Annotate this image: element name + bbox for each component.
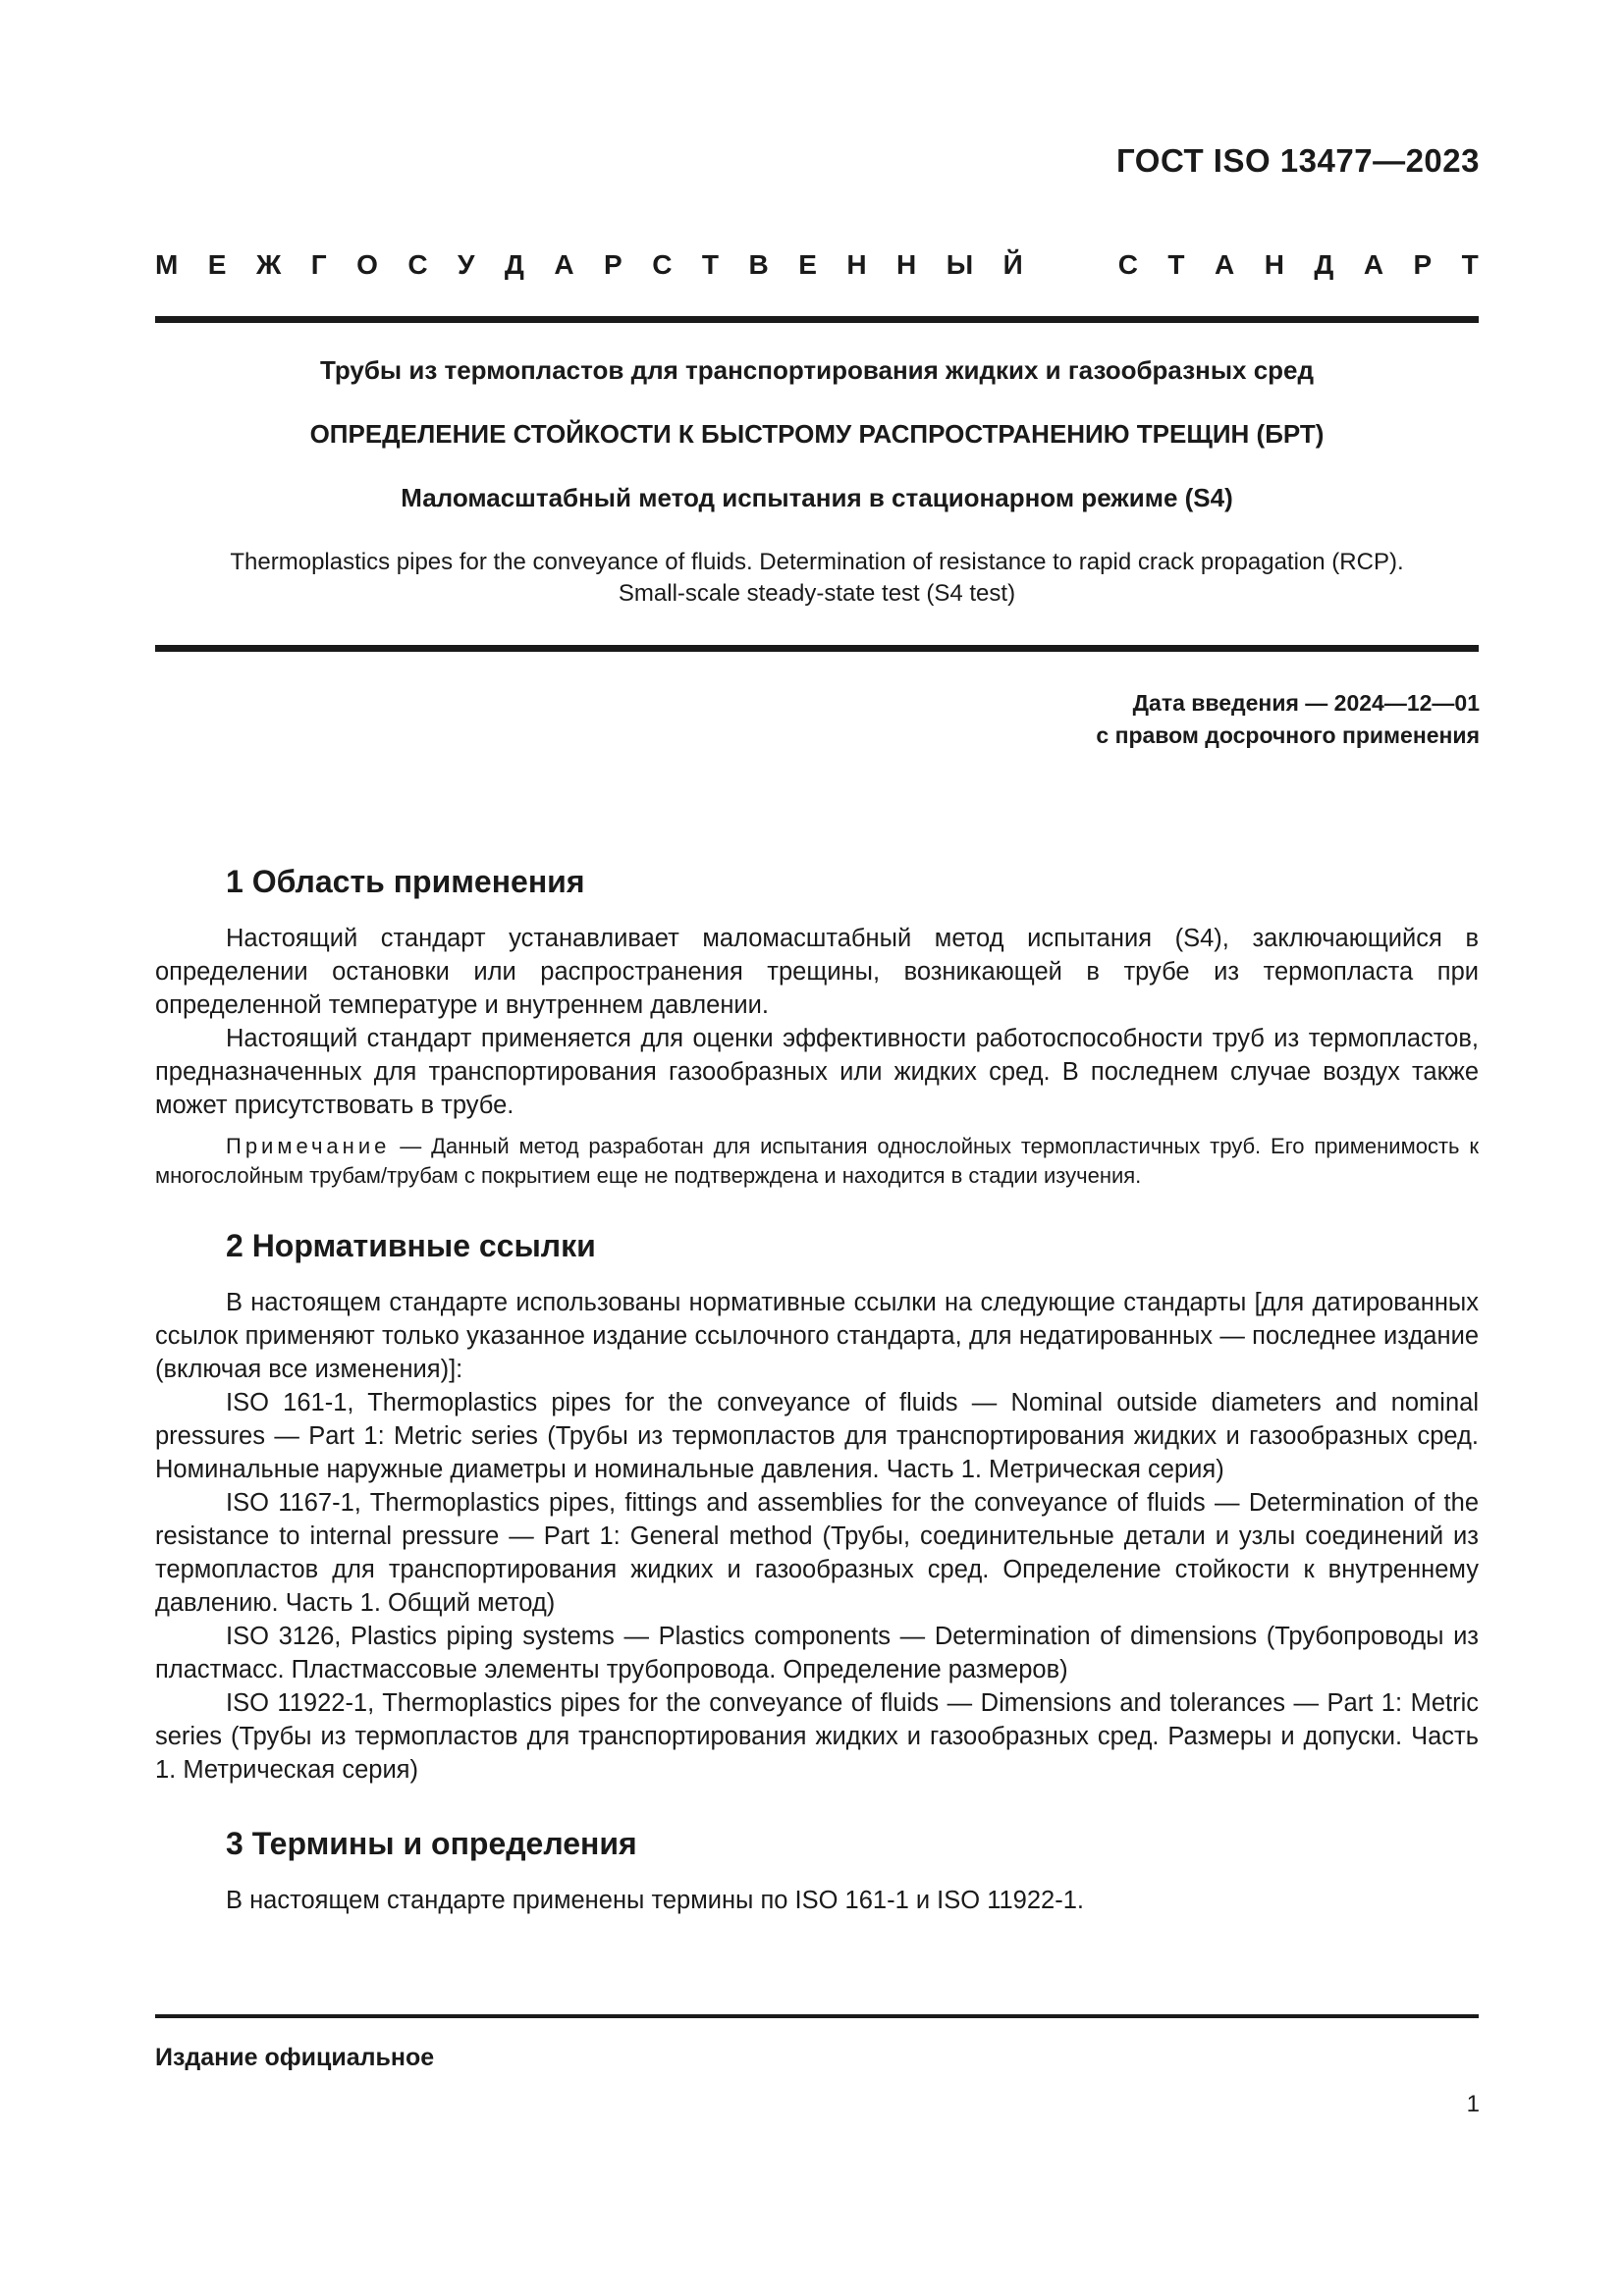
english-title — [155, 547, 1479, 610]
banner-letter: Ж — [255, 249, 282, 280]
banner-letter: Ы — [946, 249, 974, 280]
banner-letter: Р — [1413, 249, 1433, 280]
english-title-line-2: Small-scale steady-state test (S4 test) — [618, 580, 1016, 607]
banner-letter: С — [1117, 249, 1138, 280]
banner-letter: Н — [846, 249, 867, 280]
reference-entry: ISO 3126, Plastics piping systems — Plastics components — Determination of dimensions (Трубопроводы из пластмасс. Пластмассовые элементы трубопровода. Определение размеров) — [155, 1623, 1479, 1683]
official-edition-label: Издание официальное — [155, 2044, 435, 2071]
english-title-line-1: Thermoplastics pipes for the conveyance of fluids. Determination of resistance to rapid crack propagation (RCP). — [230, 549, 1404, 575]
banner-letter: А — [1363, 249, 1384, 280]
header-divider — [155, 316, 1479, 323]
early-application-note: с правом досрочного применения — [1096, 722, 1480, 748]
paragraph: Настоящий стандарт устанавливает маломасштабный метод испытания (S4), заключающийся в определении остановки или распространения трещины, возникающей в трубе из термопласта при определенной температуре и внутреннем давлении. — [155, 925, 1479, 1019]
banner-letter: У — [458, 249, 475, 280]
reference-entry: ISO 1167-1, Thermoplastics pipes, fittings and assemblies for the conveyance of fluids — Determination of the resistance to internal pressure — Part 1: General method (Трубы, соединительные детали и узлы соединений из термопластов для транспортирования жидких и газообразных сред. Определение стойкости к внутреннему давлению. Часть 1. Общий метод) — [155, 1489, 1479, 1617]
section-normative-references — [155, 1228, 1479, 1787]
banner-letter: М — [155, 249, 179, 280]
banner-letter: В — [748, 249, 769, 280]
section-heading: 2 Нормативные ссылки — [226, 1228, 596, 1263]
banner-letter: А — [1214, 249, 1235, 280]
section-scope — [155, 864, 1479, 1191]
banner-word-gap — [1053, 249, 1088, 281]
paragraph: В настоящем стандарте применены термины по ISO 161-1 и ISO 11922-1. — [226, 1887, 1084, 1914]
banner-letter: Т — [701, 249, 720, 280]
page-number: 1 — [1466, 2091, 1480, 2117]
interstate-standard-banner — [155, 249, 1479, 281]
banner-letter: Д — [1314, 249, 1334, 280]
banner-letter: Т — [1461, 249, 1479, 280]
banner-letter: Е — [207, 249, 227, 280]
paragraph: В настоящем стандарте использованы нормативные ссылки на следующие стандарты [для датированных ссылок применяют только указанное издание ссылочного стандарта, для недатированных — последнее издание (включая все изменения)]: — [155, 1289, 1479, 1383]
reference-entry: ISO 11922-1, Thermoplastics pipes for the conveyance of fluids — Dimensions and tolerances — Part 1: Metric series (Трубы из термопластов для транспортирования жидких и газообразных сред. Размеры и допуски. Часть 1. Метрическая серия) — [155, 1689, 1479, 1784]
paragraph: Настоящий стандарт применяется для оценки эффективности работоспособности труб из термопластов, предназначенных для транспортирования газообразных или жидких сред. В последнем случае воздух также может присутствовать в трубе. — [155, 1025, 1479, 1119]
banner-letter: Е — [798, 249, 817, 280]
banner-letter: Й — [1002, 249, 1023, 280]
introduction-date-block — [1096, 687, 1480, 752]
note-lead: Примечание — [226, 1134, 391, 1158]
document-body — [155, 864, 1479, 1917]
reference-entry: ISO 161-1, Thermoplastics pipes for the conveyance of fluids — Nominal outside diameters and nominal pressures — Part 1: Metric series (Трубы из термопластов для транспортирования жидких и газообразных сред. Номинальные наружные диаметры и номинальные давления. Часть 1. Метрическая серия) — [155, 1389, 1479, 1483]
title-line-2: ОПРЕДЕЛЕНИЕ СТОЙКОСТИ К БЫСТРОМУ РАСПРОСТРАНЕНИЮ ТРЕЩИН (БРТ) — [309, 419, 1325, 449]
section-terms-and-definitions — [155, 1826, 1479, 1917]
banner-letter: Р — [604, 249, 623, 280]
banner-letter: Н — [1264, 249, 1284, 280]
standard-code: ГОСТ ISO 13477—2023 — [1116, 142, 1480, 179]
title-line-3: Маломасштабный метод испытания в стационарном режиме (S4) — [401, 483, 1233, 512]
section-heading: 1 Область применения — [226, 864, 585, 899]
banner-letter: С — [652, 249, 673, 280]
title-divider — [155, 645, 1479, 652]
banner-letter: Т — [1167, 249, 1185, 280]
banner-letter: С — [407, 249, 428, 280]
banner-letter: Н — [896, 249, 917, 280]
banner-letter: Д — [504, 249, 524, 280]
banner-letter: О — [356, 249, 378, 280]
introduction-date: Дата введения — 2024—12—01 — [1132, 690, 1480, 716]
banner-letter: Г — [310, 249, 327, 280]
note-text: — Данный метод разработан для испытания однослойных термопластичных труб. Его применимость к многослойным трубам/трубам с покрытием еще не подтверждена и находится в стадии изучения. — [155, 1134, 1479, 1188]
section-heading: 3 Термины и определения — [226, 1826, 637, 1861]
footer-divider — [155, 2014, 1479, 2018]
title-line-1: Трубы из термопластов для транспортирования жидких и газообразных сред — [319, 355, 1315, 385]
banner-letter: А — [554, 249, 574, 280]
note — [155, 1132, 1479, 1191]
